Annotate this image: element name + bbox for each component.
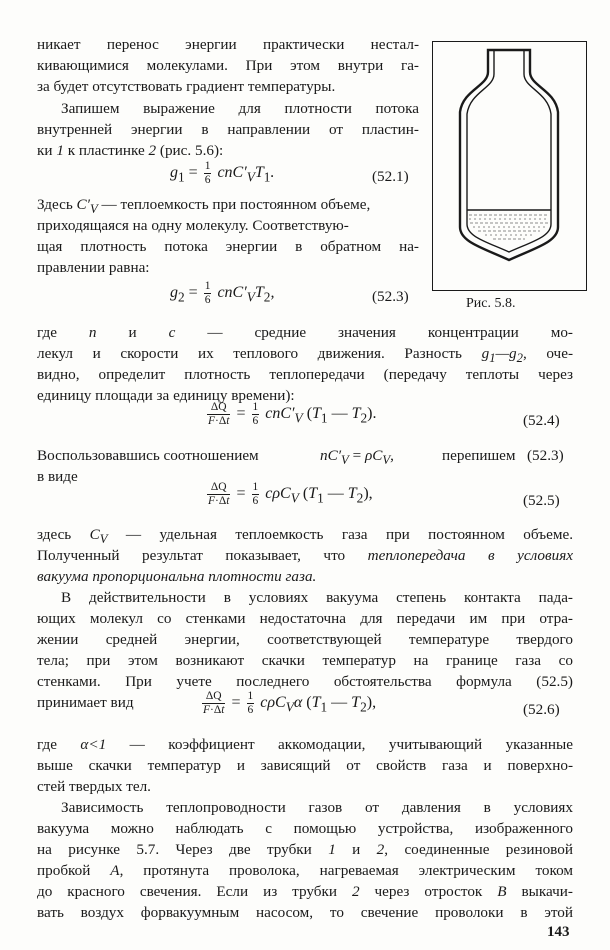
flask-inner-wall (467, 50, 551, 252)
figure-caption: Рис. 5.8. (466, 296, 516, 311)
text-line: до красного свечения. Если из трубки 2 через отросток B выкачи- (37, 883, 573, 900)
text-line: ющих молекул со стенками недостаточна для передачи им при отра- (37, 610, 573, 627)
text-line: жении средней энергии, соответствующей температуре твердого (37, 631, 573, 648)
text-line: лекул и скорости их теплового движения. Разность $g_1—g_2$, оче- (37, 345, 573, 366)
text-line: приходящаяся на одну молекулу. Соответствую- (37, 217, 349, 234)
text-line: вать воздух форвакуумным насосом, то свечение проволоки в этой (37, 904, 573, 921)
text-line: Здесь $C'_V$ — теплоемкость при постоянном объеме, (37, 196, 371, 217)
equation-52-4: $\frac{\Delta Q}{F\cdot\Delta t}$ = $\frac{1}{6}$ $cnC'_V$ ($T_1$ — $T_2$). (208, 401, 377, 427)
equation-number: (52.6) (523, 701, 560, 718)
equation-number: (52.5) (523, 492, 560, 509)
equation-number: (52.3) (372, 288, 409, 305)
equation-number: (52.1) (372, 168, 409, 185)
text-line: Зависимость теплопроводности газов от давления в условиях (61, 799, 573, 816)
text-line: пробкой A, протянута проволока, нагреваемая электрическим током (37, 862, 574, 879)
book-page: Рис. 5.8. никает перенос энергии практически нестал- кивающимися молекулами. При этом внутри га- за будет отсутствовать градиент температуры. Запишем выражение для плотности потока внутренней энергии в направлении от пластин- ки 1 к пластинке 2 (рис. 5.6): $g_1$ = $\frac{1}{6}$ $cnC'_VT_1$. (52.1) Здесь $C'_V$ — теплоемкость при постоянном объеме, приходящаяся на одну молекулу. Соответствую- щая плотность потока энергии в обратном на- правлении равна: $g_2$ = $\frac{1}{6}$ $cnC'_VT_2$, (52.3) где n и c — средние значения концентрации мо- лекул и скорости их теплового движения. Разность $g_1—g_2$, оче- видно, определит плотность теплопередачи (передачу теплоты через единицу площади за единицу времени): $\frac{\Delta Q}{F\cdot\Delta t}$ = $\frac{1}{6}$ $cnC'_V$ ($T_1$ — $T_2$). (52.4) Воспользовавшись соотношением $nC'_V = \rho C_V$, перепишем (52.3) в виде $\frac{\Delta Q}{F\cdot\Delta t}$ = $\frac{1}{6}$ cρC$_V$ ($T_1$ — $T_2$), (52.5) здесь $C_V$ — удельная теплоемкость газа при постоянном объеме. Полученный результат показывает, что теплопередача в условиях вакуума пропорциональна плотности газа. В действительности в условиях вакуума степень контакта пада- ющих молекул со стенками недостаточна для передачи им при отра- жении средней энергии, соответствующей температуре твердого тела; при этом возникают скачки температур на границе газа со стенками. При учете последнего обстоятельства формула (52.5) принимает вид $\frac{\Delta Q}{F\cdot\Delta t}$ = $\frac{1}{6}$ cρC$_V$α ($T_1$ — $T_2$), (52.6) где α<1 — коэффициент аккомодации, учитывающий указанные выше скачки температур и зависящий от свойств газа и поверхно- стей твердых тел. Зависимость теплопроводности газов от давления в условиях вакуума можно наблюдать с помощью устройства, изображенного на рисунке 5.7. Через две трубки 1 и 2, соединенные резиновой пробкой A, протянута проволока, нагреваемая электрическим током до красного свечения. Если из трубки 2 через отросток B выкачи- вать воздух форвакуумным насосом, то свечение проволоки в этой 143 (0, 0, 610, 950)
equation-52-6: $\frac{\Delta Q}{F\cdot\Delta t}$ = $\frac{1}{6}$ cρC$_V$α ($T_1$ — $T_2$), (203, 690, 377, 716)
text-line: Запишем выражение для плотности потока (61, 100, 419, 117)
text-line: за будет отсутствовать градиент температуры. (37, 78, 336, 95)
text-line: В действительности в условиях вакуума степень контакта пада- (61, 589, 573, 606)
text-line: Полученный результат показывает, что теплопередача в условиях (37, 547, 573, 564)
text-line: стей твердых тел. (37, 778, 151, 795)
figure-frame (432, 41, 587, 291)
page-number: 143 (547, 924, 570, 940)
text-line: тела; при этом возникают скачки температур на границе газа со (37, 652, 573, 669)
text-line: внутренней энергии в направлении от пластин- (37, 121, 419, 138)
text-line: щая плотность потока энергии в обратном на- (37, 238, 419, 255)
text-line: вакуума можно наблюдать с помощью устройства, изображенного (37, 820, 573, 837)
text-line: никает перенос энергии практически нестал- (37, 36, 419, 53)
equation-52-1: $g_1$ = $\frac{1}{6}$ $cnC'_VT_1$. (170, 160, 275, 186)
flask-illustration (433, 42, 585, 289)
text-line: видно, определит плотность теплопередачи (передачу теплоты через (37, 366, 573, 383)
text-line: где n и c — средние значения концентрации мо- (37, 324, 573, 341)
text-line: правлении равна: (37, 259, 150, 276)
text-line: на рисунке 5.7. Через две трубки 1 и 2, соединенные резиновой (37, 841, 573, 858)
equation-52-5: $\frac{\Delta Q}{F\cdot\Delta t}$ = $\frac{1}{6}$ cρC$_V$ ($T_1$ — $T_2$), (208, 481, 373, 507)
text-line: стенками. При учете последнего обстоятельства формула (52.5) (37, 673, 573, 690)
text-line: кивающимися молекулами. При этом внутри га- (37, 57, 419, 74)
text-line: принимает вид (37, 694, 134, 711)
text-line: вакуума пропорциональна плотности газа. (37, 568, 317, 585)
text-line: выше скачки температур и зависящий от свойств газа и поверхно- (37, 757, 573, 774)
text-line: ки 1 к пластинке 2 (рис. 5.6): (37, 142, 224, 159)
text-line: единицу площади за единицу времени): (37, 387, 295, 404)
text-line: в виде (37, 468, 78, 485)
equation-number: (52.4) (523, 412, 560, 429)
equation-52-3: $g_2$ = $\frac{1}{6}$ $cnC'_VT_2$, (170, 280, 275, 306)
flask-outer-wall (460, 50, 558, 260)
text-line: здесь $C_V$ — удельная теплоемкость газа при постоянном объеме. (37, 526, 573, 547)
text-line: где α<1 — коэффициент аккомодации, учитывающий указанные (37, 736, 573, 753)
